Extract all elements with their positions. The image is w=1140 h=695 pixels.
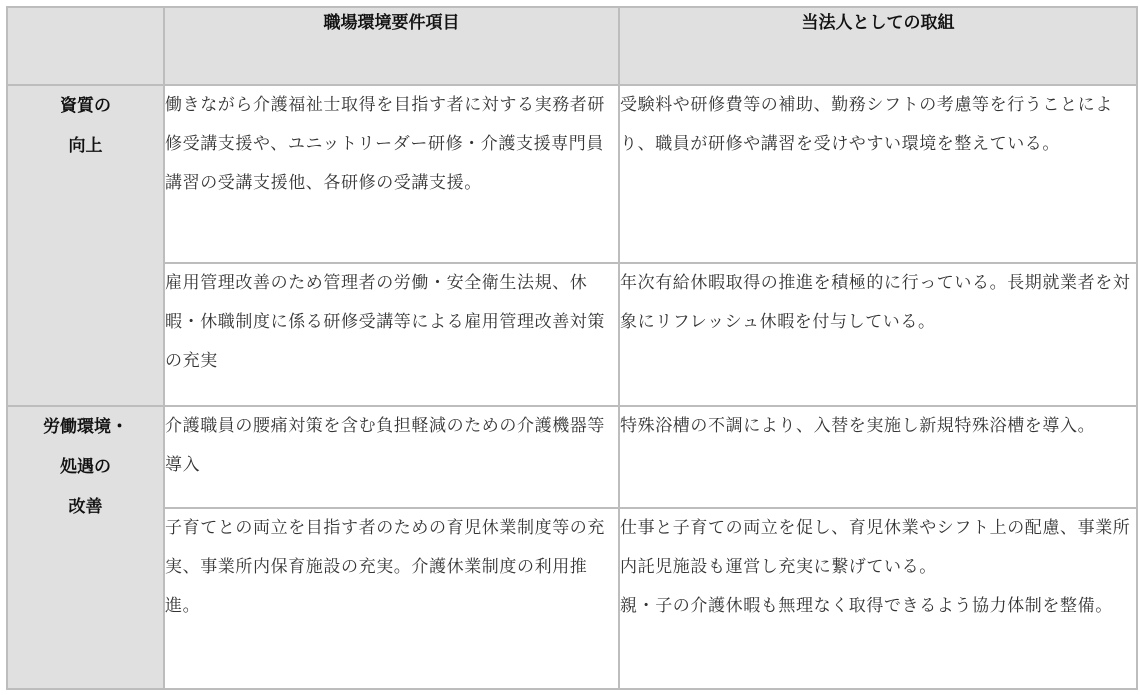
table-row xyxy=(7,508,1137,689)
corporate-action-text: 特殊浴槽の不調により、入替を実施し新規特殊浴槽を導入。 xyxy=(620,416,1096,436)
header-corporate-action: 当法人としての取組 xyxy=(619,7,1137,85)
header-category xyxy=(7,7,164,85)
category-label-line: 労働環境・ xyxy=(43,417,128,437)
requirement-item-cell xyxy=(164,508,619,689)
category-label-line: 改善 xyxy=(68,497,103,517)
category-cell-quality xyxy=(7,85,164,406)
header-requirement-item: 職場環境要件項目 xyxy=(164,7,619,85)
requirement-item-text: 子育てとの両立を目指す者のための育児休業制度等の充実、事業所内保育施設の充実。介護休業制度の利用推進。 xyxy=(165,518,605,616)
requirement-item-cell xyxy=(164,85,619,263)
requirement-item-cell xyxy=(164,263,619,406)
corporate-action-text: 親・子の介護休暇も無理なく取得できるよう協力体制を整備。 xyxy=(620,596,1113,616)
corporate-action-cell xyxy=(619,508,1137,689)
corporate-action-cell xyxy=(619,263,1137,406)
category-label-line: 資質の xyxy=(60,96,111,116)
category-cell-work-environment xyxy=(7,406,164,689)
table-row xyxy=(7,406,1137,508)
table-header-row xyxy=(7,7,1137,85)
corporate-action-cell xyxy=(619,85,1137,263)
requirement-item-text: 雇用管理改善のため管理者の労働・安全衛生法規、休暇・休職制度に係る研修受講等による雇用管理改善対策の充実 xyxy=(165,273,605,371)
table-row xyxy=(7,85,1137,263)
corporate-action-cell xyxy=(619,406,1137,508)
requirement-item-text: 介護職員の腰痛対策を含む負担軽減のための介護機器等導入 xyxy=(165,416,605,475)
corporate-action-text: 年次有給休暇取得の推進を積極的に行っている。長期就業者を対象にリフレッシュ休暇を付与している。 xyxy=(620,273,1131,332)
corporate-action-text: 受験料や研修費等の補助、勤務シフトの考慮等を行うことにより、職員が研修や講習を受けやすい環境を整えている。 xyxy=(620,95,1113,154)
requirement-item-text: 働きながら介護福祉士取得を目指す者に対する実務者研修受講支援や、ユニットリーダー研修・介護支援専門員講習の受講支援他、各研修の受講支援。 xyxy=(165,95,605,193)
requirement-item-cell xyxy=(164,406,619,508)
category-label-line: 処遇の xyxy=(60,457,111,477)
category-label-line: 向上 xyxy=(68,136,103,156)
table-row xyxy=(7,263,1137,406)
corporate-action-text: 仕事と子育ての両立を促し、育児休業やシフト上の配慮、事業所内託児施設も運営し充実に繋げている。 xyxy=(620,518,1131,577)
workplace-requirements-table xyxy=(6,6,1138,690)
